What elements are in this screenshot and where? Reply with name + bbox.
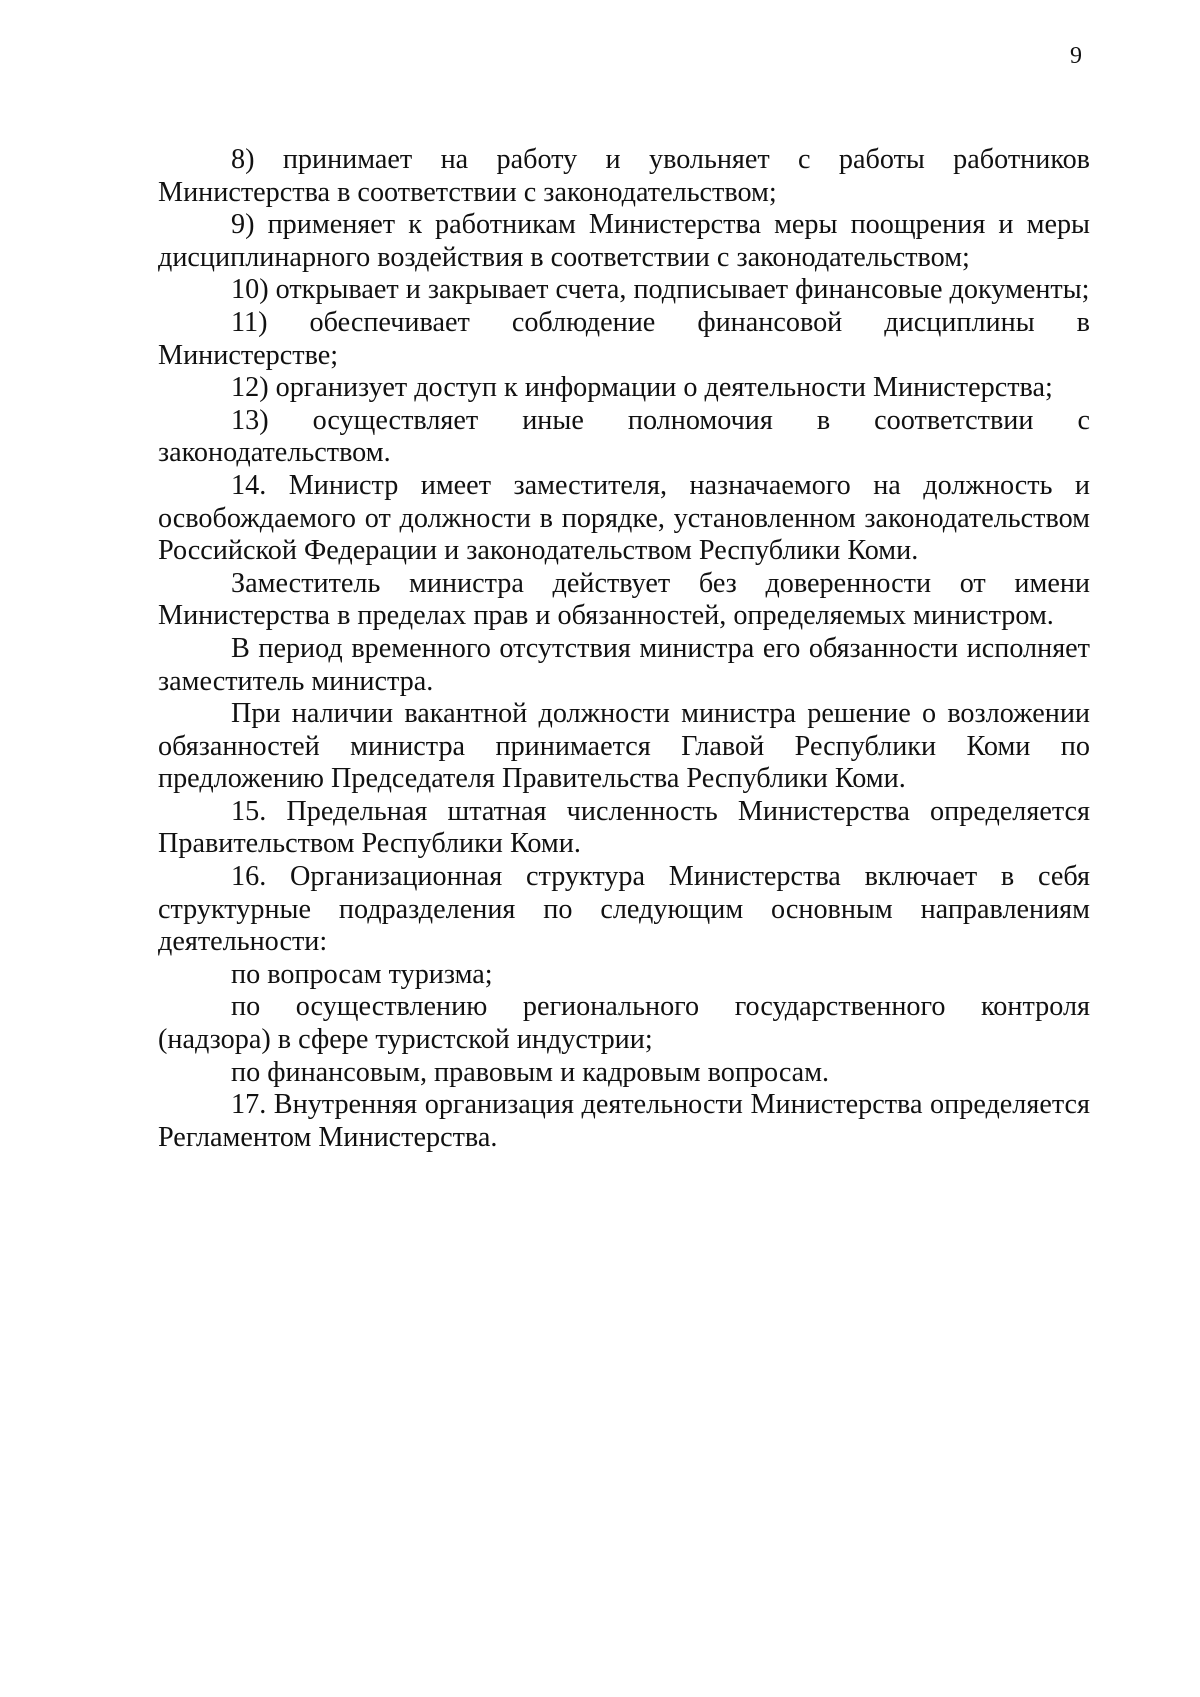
document-body — [158, 144, 1090, 1154]
paragraph-direction-finance: по финансовым, правовым и кадровым вопросам. — [231, 1056, 830, 1088]
paragraph-clause-15: 15. Предельная штатная численность Министерства определяется Правительством Республики Коми. — [158, 795, 1090, 860]
paragraph-clause-14: 14. Министр имеет заместителя, назначаемого на должность и освобождаемого от должности в порядке, установленном законодательством Российской Федерации и законодательством Республики Коми. — [158, 469, 1090, 567]
page-number: 9 — [1070, 43, 1082, 69]
paragraph-item-12: 12) организует доступ к информации о деятельности Министерства; — [231, 372, 1053, 404]
paragraph-clause-17: 17. Внутренняя организация деятельности Министерства определяется Регламентом Министерства. — [158, 1089, 1090, 1153]
paragraph-direction-control: по осуществлению регионального государственного контроля (надзора) в сфере туристской индустрии; — [158, 991, 1090, 1056]
paragraph-clause-16: 16. Организационная структура Министерства включает в себя структурные подразделения по следующим основным направлениям деятельности: — [158, 861, 1090, 958]
paragraph-item-9: 9) применяет к работникам Министерства меры поощрения и меры дисциплинарного воздействия в соответствии с законодательством; — [158, 209, 1090, 273]
paragraph-deputy-powers: Заместитель министра действует без доверенности от имени Министерства в пределах прав и обязанностей, определяемых министром. — [158, 567, 1090, 632]
paragraph-item-10: 10) открывает и закрывает счета, подписывает финансовые документы; — [231, 274, 1090, 306]
paragraph-item-11: 11) обеспечивает соблюдение финансовой дисциплины в Министерстве; — [158, 306, 1090, 371]
paragraph-vacancy: При наличии вакантной должности министра решение о возложении обязанностей министра принимается Главой Республики Коми по предложению Председателя Правительства Республики Коми. — [158, 698, 1090, 795]
paragraph-temporary-absence: В период временного отсутствия министра его обязанности исполняет заместитель министра. — [158, 632, 1090, 697]
paragraph-item-8: 8) принимает на работу и увольняет с работы работников Министерства в соответствии с законодательством; — [158, 144, 1090, 208]
paragraph-direction-tourism: по вопросам туризма; — [231, 958, 493, 990]
paragraph-item-13: 13) осуществляет иные полномочия в соответствии с законодательством. — [158, 404, 1090, 469]
